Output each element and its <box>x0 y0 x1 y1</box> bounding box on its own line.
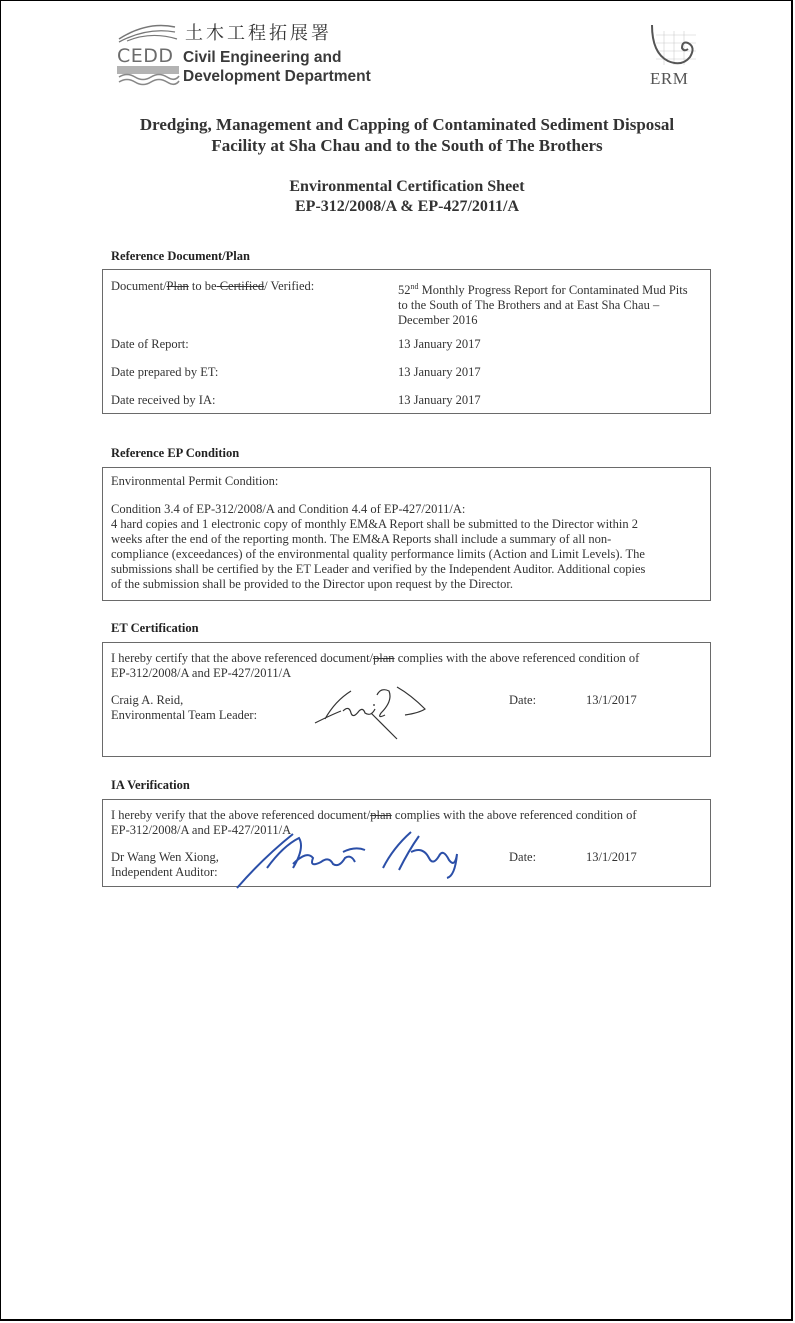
ia-date-label: Date: <box>509 850 537 864</box>
section-heading-reference-ep: Reference EP Condition <box>111 446 240 460</box>
project-title-line2: Facility at Sha Chau and to the South of The Brothers <box>211 136 603 155</box>
et-date-label: Date: <box>509 693 537 707</box>
et-signatory-name: Craig A. Reid, <box>111 693 184 707</box>
ia-verification-box <box>102 799 711 887</box>
section-heading-ia-verification: IA Verification <box>111 778 190 792</box>
reference-ep-box <box>102 467 711 601</box>
erm-name: ERM <box>650 69 689 88</box>
cedd-abbrev: CEDD <box>117 45 174 67</box>
ep-condition-title: Condition 3.4 of EP-312/2008/A and Condition 4.4 of EP-427/2011/A: <box>111 502 466 516</box>
erm-logo <box>646 23 702 89</box>
date-of-report-value: 13 January 2017 <box>398 337 481 351</box>
ia-signature <box>233 828 473 890</box>
document-value: 52nd Monthly Progress Report for Contaminated Mud Pits to the South of The Brothers and at East Sha Chau – December 2016 <box>398 282 688 328</box>
date-prepared-label: Date prepared by ET: <box>111 365 219 379</box>
document-label: Document/Plan to be Certified/ Verified: <box>111 279 315 293</box>
section-heading-et-certification: ET Certification <box>111 621 199 635</box>
ia-signatory <box>111 850 219 880</box>
et-statement: I hereby certify that the above referenced document/plan complies with the above referenced condition of EP-312/2008/A and EP-427/2011/A <box>111 651 640 680</box>
date-prepared-value: 13 January 2017 <box>398 365 481 379</box>
sheet-title-text: Environmental Certification Sheet <box>289 178 525 195</box>
ia-date-value: 13/1/2017 <box>586 850 637 864</box>
project-title-line1: Dredging, Management and Capping of Contaminated Sediment Disposal <box>139 115 675 134</box>
ep-condition-text: Condition 3.4 of EP-312/2008/A and Condition 4.4 of EP-427/2011/A: 4 hard copies and 1 electronic copy of monthly EM&A Report shall be submitted to the Director within 2 weeks after the end of the reporting month. The EM&A Reports shall include a summary of all non- compliance (exceedances) of the environmental quality performance limits (Action and Limit Levels). The submissions shall be certified by the ET Leader and verified by the Independent Auditor. Additional copies of the submission shall be provided to the Director upon request by the Director. <box>111 502 706 592</box>
cedd-name-line1: Civil Engineering and <box>183 49 342 66</box>
cedd-chinese-name: 土木工程拓展署 <box>185 23 332 44</box>
et-certification-box <box>102 642 711 757</box>
ia-signatory-name: Dr Wang Wen Xiong, <box>111 850 219 864</box>
erm-logo-icon <box>648 23 698 69</box>
section-heading-reference-document: Reference Document/Plan <box>111 249 250 263</box>
cedd-name-line2: Development Department <box>183 68 371 85</box>
et-signatory <box>111 693 257 723</box>
date-received-label: Date received by IA: <box>111 393 216 407</box>
ia-signatory-role: Independent Auditor: <box>111 865 218 879</box>
et-signature <box>311 683 431 743</box>
date-received-value: 13 January 2017 <box>398 393 481 407</box>
permit-numbers: EP-312/2008/A & EP-427/2011/A <box>295 198 519 215</box>
reference-document-box <box>102 269 711 414</box>
cedd-logo <box>117 19 387 89</box>
ia-statement: I hereby verify that the above referenced document/plan complies with the above referenced condition of EP-312/2008/A and EP-427/2011/A <box>111 808 637 837</box>
et-date-value: 13/1/2017 <box>586 693 637 707</box>
ep-condition-label: Environmental Permit Condition: <box>111 474 279 488</box>
et-signatory-role: Environmental Team Leader: <box>111 708 258 722</box>
date-of-report-label: Date of Report: <box>111 337 189 351</box>
sheet-title <box>101 177 713 217</box>
project-title <box>101 114 713 156</box>
